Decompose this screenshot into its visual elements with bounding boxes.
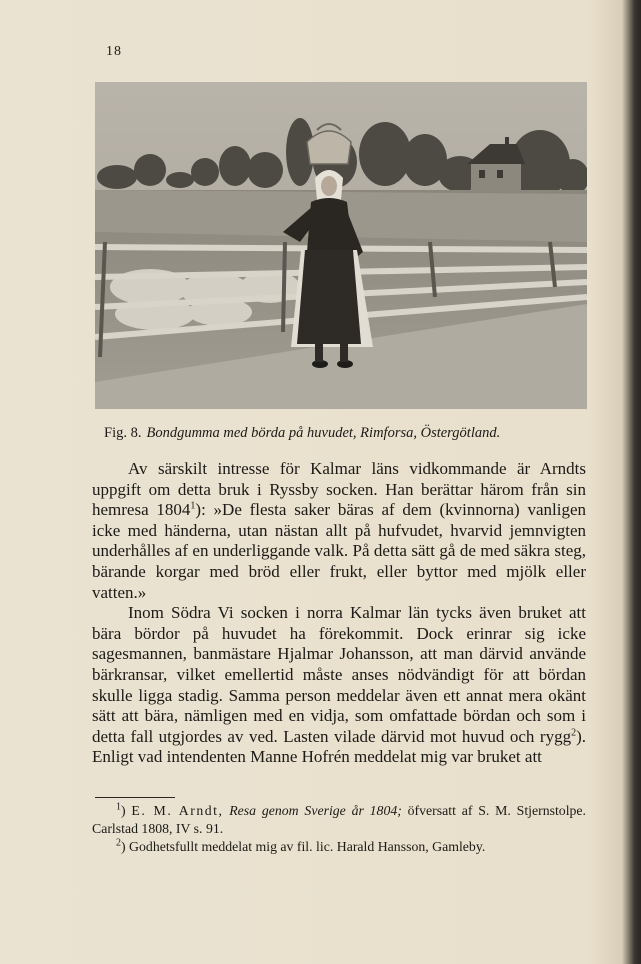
photo-woman-carrying-basket — [95, 82, 587, 409]
paragraph-1-text-a: Av särskilt intresse för Kalmar läns vidkommande är Arndts uppgift om detta bruk i Ryssby socken. Han berättar härom från sin hemresa 1804 — [92, 459, 586, 520]
figure-caption-text: Bondgumma med börda på huvudet, Rimforsa, Östergötland. — [146, 425, 501, 441]
figure-number: Fig. 8. — [104, 425, 142, 441]
footnote-2-text: Godhetsfullt meddelat mig av fil. lic. Harald Hansson, Gamleby. — [125, 839, 486, 854]
footnote-2: $^2$) Godhetsfullt meddelat mig av fil. lic. Harald Hansson, Gamleby. — [116, 837, 486, 854]
footnotes — [92, 802, 586, 856]
footnote-ref-2: 2 — [571, 727, 577, 739]
footnote-1-rest: öfversatt af S. M. Stjernstolpe. Carlstad 1808, IV s. 91. — [92, 803, 587, 836]
footnote-1-author: E. M. Arndt, — [131, 803, 224, 818]
figure-caption — [104, 425, 584, 442]
figure-photo — [95, 82, 587, 409]
paragraph-1-text-b: ): »De flesta saker bäras af dem (kvinnorna) vanligen icke med händerna, utan nästan allt på hufvudet, hvarvid jemnvigten underhålles af en underliggande valk. På detta sätt gå de med säkra steg, bärande korgar med bröd eller frukt, eller byttor med mjölk eller vatten.» — [92, 500, 586, 602]
footnote-divider — [95, 797, 175, 798]
paragraph-1 — [92, 459, 586, 603]
paragraph-2-text-a: Inom Södra Vi socken i norra Kalmar län tycks även bruket att bära bördor på huvudet ha förekommit. Dock erinrar sig icke sagesmannen, banmästare Hjalmar Johansson, att man därvid använde bärkransar, vilket emellertid måste anses nödvändigt för att bördan skulle ligga stadig. Samma person meddelar även ett annat mera okänt sätt att bära, nämligen med en vidja, som omfattade bördan och som i detta fall utgjordes av ved. Lasten vilade därvid mot huvud och rygg — [92, 603, 586, 746]
footnote-ref-1: 1 — [190, 500, 196, 512]
paragraph-2 — [92, 603, 586, 768]
body-text — [92, 459, 586, 768]
footnote-1: $^1$) E. M. Arndt, Resa genom Sverige år 1804; öfversatt af S. M. Stjernstolpe. Carlstad 1808, IV s. 91. — [92, 801, 587, 836]
footnote-1-mark: 1 — [116, 801, 121, 813]
paragraph-2-text-b: ). Enligt vad intendenten Manne Hofrén meddelat mig var bruket att — [92, 726, 586, 767]
page-number: 18 — [106, 44, 122, 59]
footnote-1-title: Resa genom Sverige år 1804; — [229, 803, 402, 818]
footnote-2-mark: 2 — [116, 837, 121, 849]
